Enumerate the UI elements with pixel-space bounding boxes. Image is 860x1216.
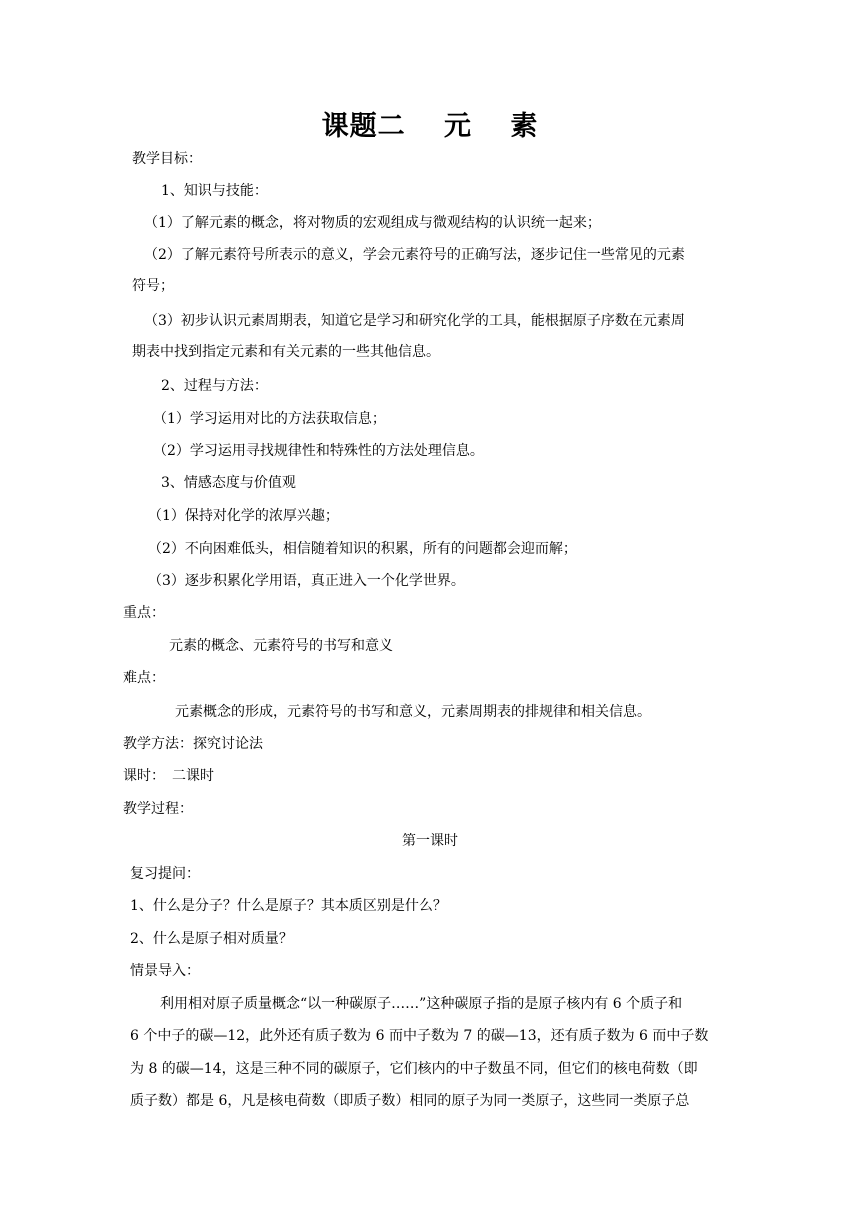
text-line: 教学方法：探究讨论法 [123, 736, 263, 752]
text-line: 利用相对原子质量概念“以一种碳原子……”这种碳原子指的是原子核内有 6 个质子和 [160, 996, 683, 1012]
text-line: 为 8 的碳—14，这是三种不同的碳原子，它们核内的中子数虽不同，但它们的核电荷数（即 [130, 1061, 698, 1077]
text-line: 情景导入： [130, 963, 200, 979]
text-line: 课时： 二课时 [123, 768, 214, 784]
text-line: 6 个中子的碳—12，此外还有质子数为 6 而中子数为 7 的碳—13，还有质子数为 6 而中子数 [130, 1028, 709, 1044]
text-line: （1）保持对化学的浓厚兴趣； [148, 508, 339, 524]
text-line: （2）学习运用寻找规律性和特殊性的方法处理信息。 [153, 443, 484, 459]
text-line: 2、什么是原子相对质量？ [130, 931, 293, 947]
text-line: 1、什么是分子？什么是原子？其本质区别是什么？ [130, 898, 447, 914]
text-line: （3）初步认识元素周期表，知道它是学习和研究化学的工具，能根据原子序数在元素周 [144, 313, 685, 329]
text-line: （2）了解元素符号所表示的意义，学会元素符号的正确写法，逐步记住一些常见的元素 [144, 247, 685, 263]
text-line: （2）不向困难低头，相信随着知识的积累，所有的问题都会迎而解； [148, 541, 577, 557]
text-line: 2、过程与方法： [161, 378, 268, 394]
text-line: 教学目标： [132, 151, 202, 167]
text-line: 复习提问： [130, 866, 200, 882]
section-heading: 难点： [123, 670, 165, 686]
text-line: 元素的概念、元素符号的书写和意义 [169, 638, 393, 654]
document-title: 课题二 元 素 [321, 111, 539, 142]
section-heading: 重点： [123, 605, 165, 621]
text-line: （3）逐步积累化学用语，真正进入一个化学世界。 [148, 573, 465, 589]
text-line: （1）了解元素的概念，将对物质的宏观组成与微观结构的认识统一起来； [144, 215, 601, 231]
text-line: 1、知识与技能： [161, 183, 268, 199]
text-line: 3、情感态度与价值观 [161, 475, 296, 491]
text-line: （1）学习运用对比的方法获取信息； [153, 411, 386, 427]
text-line: 符号； [132, 278, 174, 294]
lesson-heading: 第一课时 [402, 833, 458, 849]
text-line: 质子数）都是 6，凡是核电荷数（即质子数）相同的原子为同一类原子，这些同一类原子总 [130, 1093, 690, 1109]
text-line: 元素概念的形成，元素符号的书写和意义，元素周期表的排规律和相关信息。 [175, 704, 651, 720]
text-line: 期表中找到指定元素和有关元素的一些其他信息。 [132, 344, 440, 360]
section-heading: 教学过程： [123, 801, 193, 817]
